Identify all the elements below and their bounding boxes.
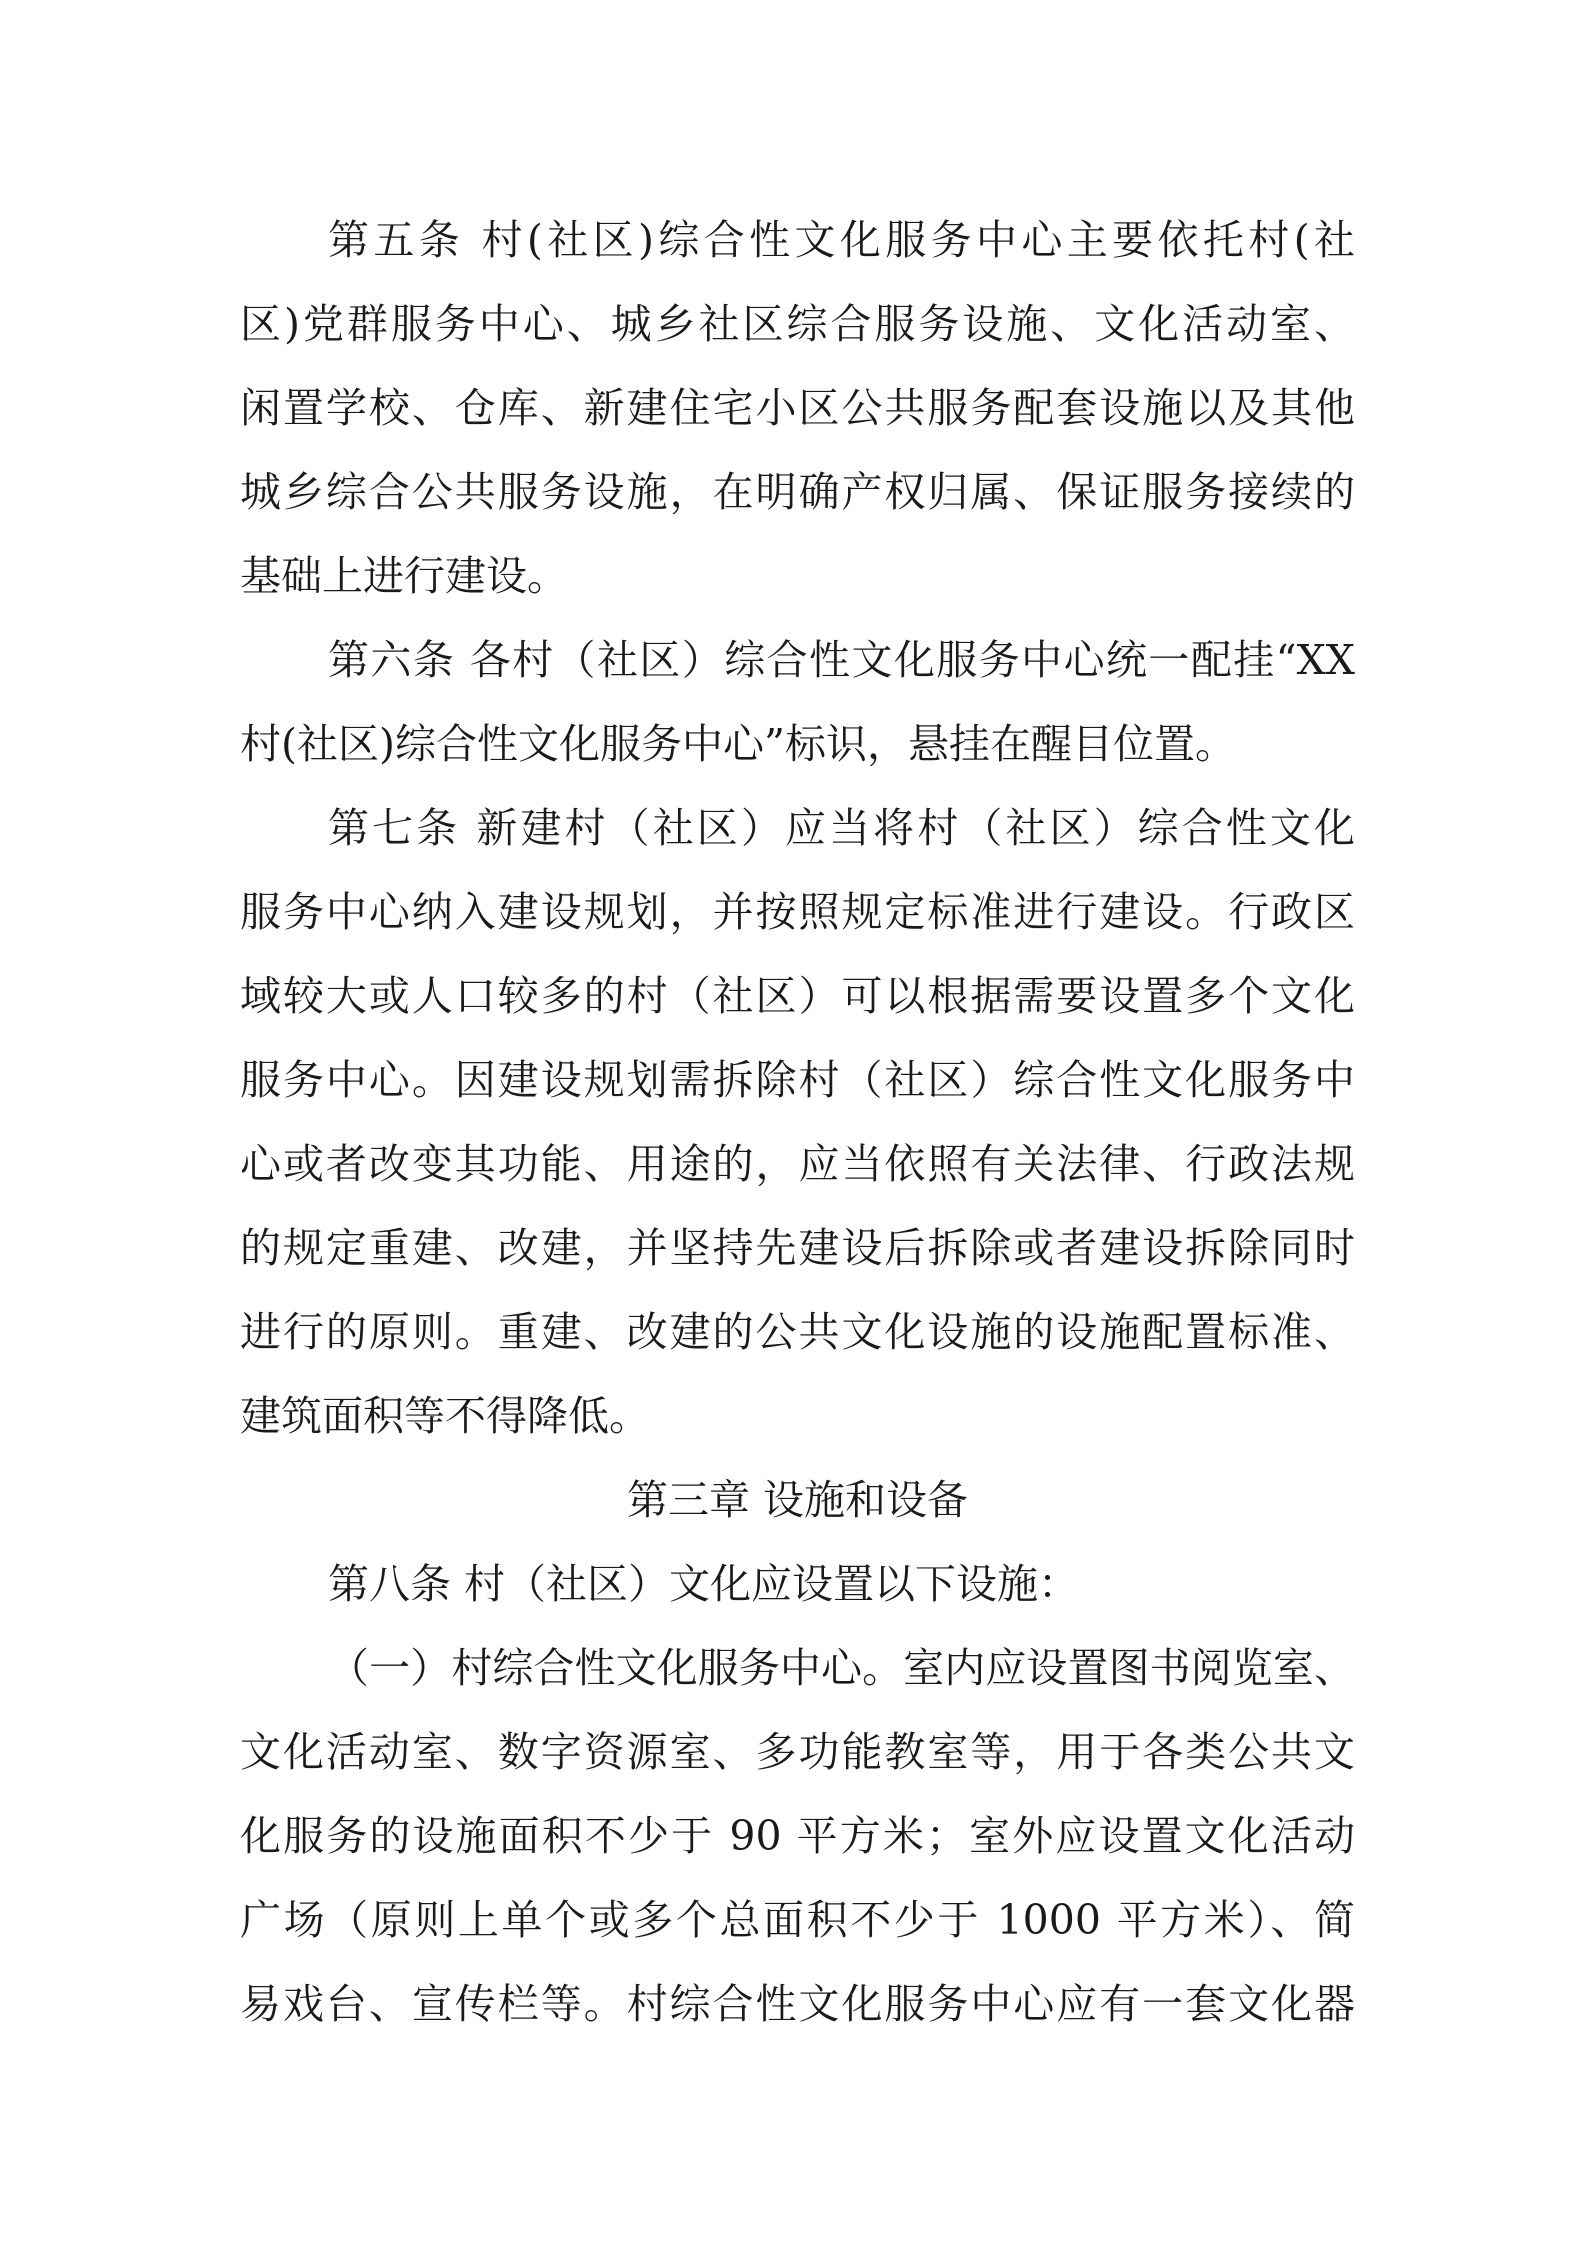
text-line: 第七条 新建村（社区）应当将村（社区）综合性文化 — [328, 804, 1355, 852]
article-5-paragraph — [240, 198, 1355, 618]
chapter-3-heading — [240, 1458, 1355, 1542]
text-line: 基础上进行建设。 — [240, 552, 568, 600]
article-6-paragraph — [240, 618, 1355, 786]
article-7-paragraph — [240, 786, 1355, 1458]
item-1-paragraph — [240, 1626, 1355, 2046]
text-line: （一）村综合性文化服务中心。室内应设置图书阅览室、 — [328, 1644, 1355, 1692]
article-8-paragraph — [240, 1542, 1355, 1626]
text-line: 区)党群服务中心、城乡社区综合服务设施、文化活动室、 — [240, 300, 1355, 348]
text-line: 的规定重建、改建，并坚持先建设后拆除或者建设拆除同时 — [240, 1224, 1355, 1272]
text-line: 进行的原则。重建、改建的公共文化设施的设施配置标准、 — [240, 1308, 1355, 1356]
text-line: 心或者改变其功能、用途的，应当依照有关法律、行政法规 — [240, 1140, 1355, 1188]
text-line: 第五条 村(社区)综合性文化服务中心主要依托村(社 — [328, 216, 1355, 264]
text-line: 化服务的设施面积不少于 90 平方米；室外应设置文化活动 — [240, 1812, 1355, 1860]
text-line: 建筑面积等不得降低。 — [240, 1392, 650, 1440]
text-line: 第八条 村（社区）文化应设置以下设施： — [328, 1560, 1080, 1608]
text-line: 村(社区)综合性文化服务中心”标识，悬挂在醒目位置。 — [240, 720, 1236, 768]
text-line: 服务中心。因建设规划需拆除村（社区）综合性文化服务中 — [240, 1056, 1355, 1104]
text-line: 城乡综合公共服务设施，在明确产权归属、保证服务接续的 — [240, 468, 1355, 516]
text-line: 服务中心纳入建设规划，并按照规定标准进行建设。行政区 — [240, 888, 1355, 936]
text-line: 闲置学校、仓库、新建住宅小区公共服务配套设施以及其他 — [240, 384, 1355, 432]
chapter-title: 第三章 设施和设备 — [626, 1476, 969, 1524]
text-line: 第六条 各村（社区）综合性文化服务中心统一配挂“XX — [328, 636, 1355, 684]
text-line: 域较大或人口较多的村（社区）可以根据需要设置多个文化 — [240, 972, 1355, 1020]
text-line: 易戏台、宣传栏等。村综合性文化服务中心应有一套文化器 — [240, 1980, 1355, 2028]
document-body — [240, 198, 1355, 2046]
text-line: 广场（原则上单个或多个总面积不少于 1000 平方米）、简 — [240, 1896, 1355, 1944]
text-line: 文化活动室、数字资源室、多功能教室等，用于各类公共文 — [240, 1728, 1355, 1776]
